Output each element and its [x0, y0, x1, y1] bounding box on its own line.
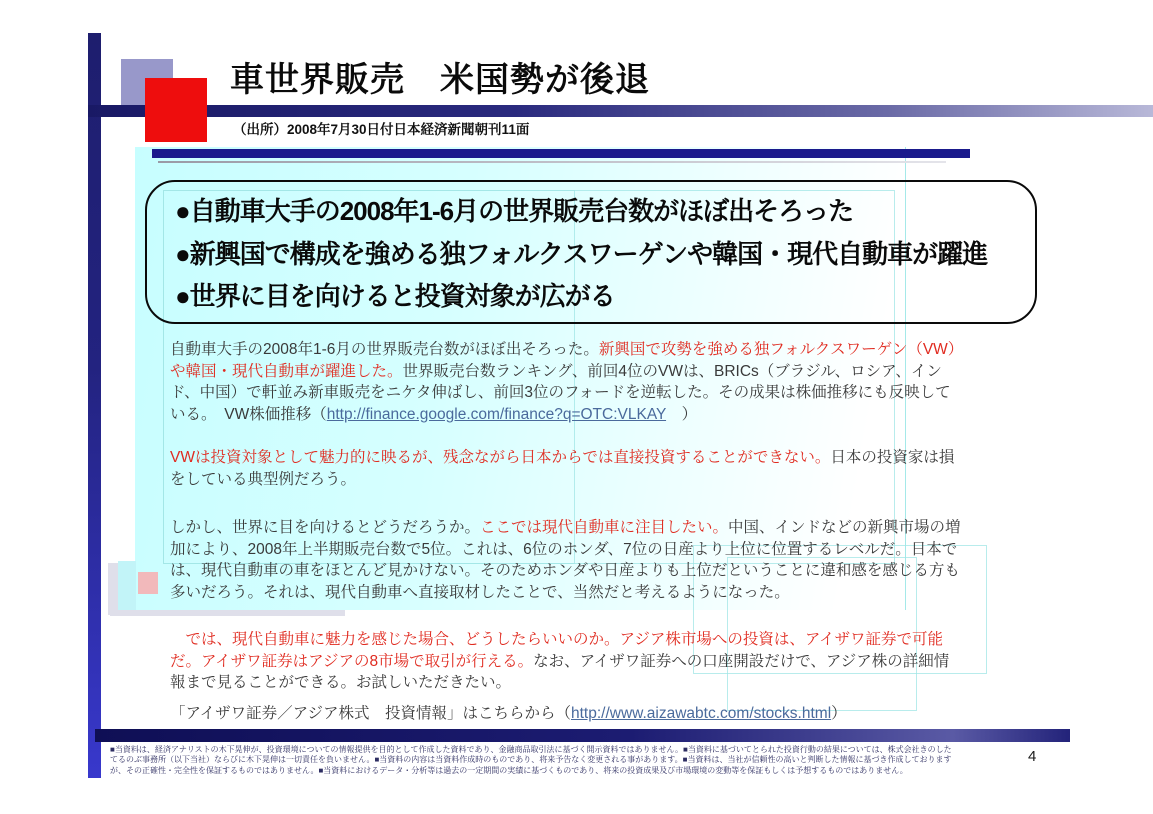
body-text: ） — [831, 705, 847, 722]
paragraph-aizawa-securities — [170, 629, 962, 694]
sub-header-gray-line — [158, 161, 946, 163]
body-text: 自動車大手の2008年1-6月の世界販売台数がほぼ出そろった。 — [170, 341, 599, 358]
disclaimer-line-3: が、その正確性・完全性を保証するものではありません。■当資料におけるデータ・分析等は過去の一定期間の実績に基づくものであり、将来の投資成果及び市場環境の変動等を保証もしくは予想するものではありません。 — [110, 765, 908, 775]
paragraph-world-sales — [170, 339, 962, 425]
page-number: 4 — [1028, 748, 1037, 765]
body-text-red: ここでは現代自動車に注目したい。 — [480, 519, 729, 536]
body-text: ） — [666, 405, 698, 423]
vw-stock-chart-link[interactable]: http://finance.google.com/finance?q=OTC:VLKAY — [326, 405, 667, 423]
body-text: 「アイザワ証券／アジア株式 投資情報」はこちらから（ — [170, 705, 571, 722]
panel-shadow-decor — [108, 563, 118, 615]
paragraph-aizawa-link-line — [170, 703, 962, 725]
paragraph-hyundai-focus — [170, 517, 962, 603]
key-point-3: ●世界に目を向けると投資対象が広がる — [175, 280, 615, 311]
left-accent-bar — [88, 33, 101, 778]
page-title: 車世界販売 米国勢が後退 — [230, 61, 650, 99]
paragraph-vw-investment — [170, 447, 962, 490]
key-point-2: ●新興国で構成を強める独フォルクスワーゲンや韓国・現代自動車が躍進 — [175, 238, 988, 269]
body-text: 日本の投資家は損をしている典型例だろう。 — [170, 449, 955, 488]
disclaimer-line-1: ■当資料は、経済アナリストの木下晃伸が、投資環境についての情報提供を目的として作成した資料であり、金融商品取引法に基づく開示資料ではありません。■当資料に基づいてとられた投資行動の結果については、株式会社きのした — [110, 745, 952, 754]
red-square-decor — [145, 78, 207, 142]
body-text: 世界販売台数ランキング、前回4位のVWは、BRICs（ブラジル、ロシア、インド、中国）で軒並み新車販売をニケタ伸ばし、前回3位のフォードを逆転した。その成果は株価推移にも反映している。 VW株価推移（ — [170, 362, 951, 423]
aizawa-stocks-link[interactable]: http://www.aizawabtc.com/stocks.html — [571, 705, 832, 722]
key-points-box — [145, 180, 1037, 324]
body-text: しかし、世界に目を向けるとどうだろうか。 — [170, 519, 481, 536]
body-text-red: では、現代自動車に魅力を感じた場合、どうしたらいいのか。アジア株市場への投資は、アイザワ証券で可能だ。アイザワ証券はアジアの8市場で取引が行える。 — [170, 631, 943, 670]
body-text-red: VWは投資対象として魅力的に映るが、残念ながら日本からでは直接投資することができない。 — [170, 449, 831, 466]
sub-header-rule-bar — [152, 149, 970, 158]
panel-shadow-decor — [110, 610, 345, 616]
body-text: なお、アイザワ証券への口座開設だけで、アジア株の詳細情報まで見ることができる。お試しいただきたい。 — [170, 652, 950, 691]
disclaimer-text — [110, 745, 1025, 776]
key-point-1: ●自動車大手の2008年1-6月の世界販売台数がほぼ出そろった — [175, 196, 854, 227]
body-text-red: 新興国で攻勢を強める独フォルクスワーゲン（VW）や韓国・現代自動車が躍進した。 — [170, 341, 956, 380]
body-text: 中国、インドなどの新興市場の増加により、2008年上半期販売台数で5位。これは、6位のホンダ、7位の日産より上位に位置するレベルだ。日本では、現代自動車の車をほとんど見かけない。そのためホンダや日産よりも上位だということに違和感を感じる方も多いだろう。それは、現代自動車へ直接取材したことで、当然だと考えるようになった。 — [170, 519, 961, 601]
footer-rule-bar — [95, 729, 1070, 742]
header-rule-bar — [88, 105, 1153, 117]
cyan-block-decor — [118, 561, 136, 611]
disclaimer-line-2: てるのぶ事務所（以下当社）ならびに木下晃伸は一切責任を負いません。■当資料の内容は当資料作成時のものであり、将来予告なく変更される事があります。■当資料は、当社が信頼性の高いと判断した情報に基づき作成しております — [110, 755, 952, 765]
source-note: （出所）2008年7月30日付日本経済新聞朝刊11面 — [233, 122, 530, 137]
pink-square-decor — [138, 572, 158, 594]
